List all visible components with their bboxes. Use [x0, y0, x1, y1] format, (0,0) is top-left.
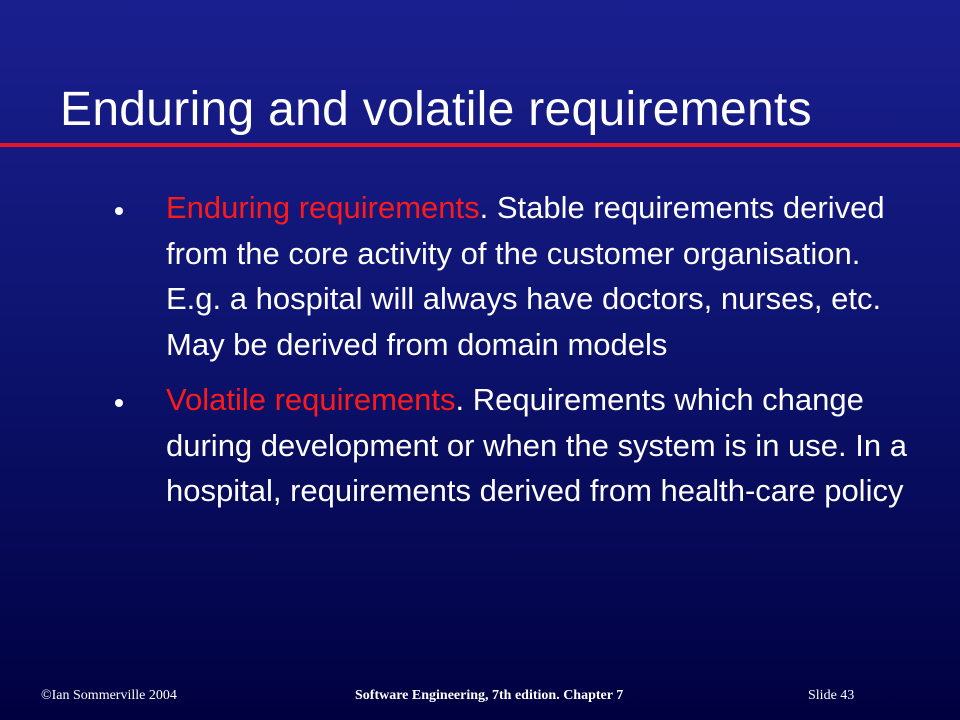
title-underline — [0, 143, 960, 147]
bullet-item-volatile — [0, 377, 960, 514]
bullet-dot-icon — [115, 399, 123, 407]
footer-slide-number: Slide 43 — [808, 688, 855, 703]
bullet-term: Volatile requirements — [166, 382, 456, 417]
footer-copyright: ©Ian Sommerville 2004 — [41, 688, 177, 703]
bullet-term: Enduring requirements — [166, 190, 480, 225]
footer-book-title: Software Engineering, 7th edition. Chapter 7 — [355, 688, 624, 703]
bullet-list — [0, 185, 960, 514]
bullet-text: . Stable requirements derived from the core activity of the customer organisation. E.g. a hospital will always have doctors, nurses, etc. May be derived from domain models — [166, 190, 885, 362]
slide-title: Enduring and volatile requirements — [60, 83, 812, 136]
bullet-text: . Requirements which change during development or when the system is in use. In a hospital, requirements derived from health-care policy — [166, 382, 907, 508]
bullet-item-enduring — [0, 185, 960, 367]
bullet-dot-icon — [115, 207, 123, 215]
